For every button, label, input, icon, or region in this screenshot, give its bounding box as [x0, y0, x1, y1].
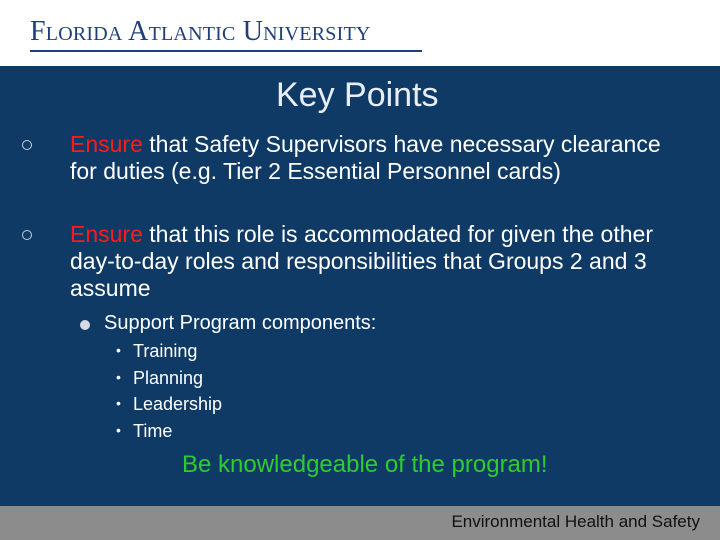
- bullet-marker-icon: [22, 140, 32, 150]
- header-band: [0, 0, 720, 66]
- bullet-marker-icon: [22, 230, 32, 240]
- bullet-text: that Safety Supervisors have necessary clearance for duties (e.g. Tier 2 Essential Personnel cards): [70, 131, 661, 184]
- slide-title: Key Points: [276, 76, 439, 114]
- sub-item-training: Training: [133, 341, 198, 361]
- logo-underline: [30, 50, 422, 52]
- sub-item-planning: Planning: [133, 368, 204, 388]
- sub-item-time: Time: [133, 421, 173, 441]
- sub-item-dot-icon: •: [116, 369, 121, 385]
- footer-bar: [0, 506, 720, 540]
- bullet-lead: Ensure: [70, 221, 143, 247]
- sub-item-leadership: Leadership: [133, 394, 223, 414]
- bullet-item-1: [70, 131, 690, 185]
- bullet-item-2: [70, 221, 690, 302]
- sub-item-dot-icon: •: [116, 342, 121, 358]
- bullet-lead: Ensure: [70, 131, 143, 157]
- sub-item-dot-icon: •: [116, 422, 121, 438]
- callout-text: Be knowledgeable of the program!: [182, 451, 548, 478]
- logo-text: Florida Atlantic University: [30, 16, 371, 47]
- bullet-text: that this role is accommodated for given the other day-to-day roles and responsibilities that Groups 2 and 3 assume: [70, 221, 653, 301]
- sub-item-dot-icon: •: [116, 395, 121, 411]
- footer-text: Environmental Health and Safety: [451, 512, 700, 531]
- sub-bullet-dot-icon: [80, 320, 90, 330]
- sub-bullet: Support Program components:: [104, 312, 377, 334]
